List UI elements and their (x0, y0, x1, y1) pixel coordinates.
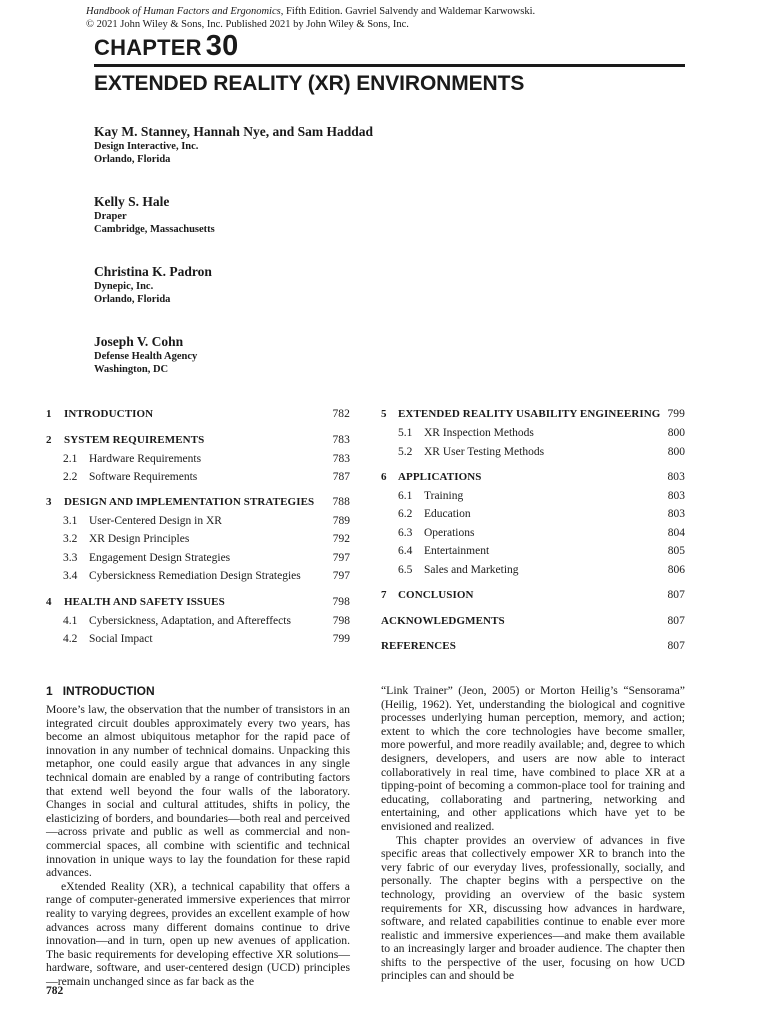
toc-title: DESIGN AND IMPLEMENTATION STRATEGIES (64, 496, 315, 508)
toc-page: 805 (667, 545, 685, 557)
toc-entry[interactable] (46, 494, 350, 510)
toc-page: 797 (332, 552, 350, 564)
author-location: Washington, DC (94, 364, 169, 375)
toc-number: 4.2 (63, 633, 78, 645)
toc-number: 1 (46, 408, 52, 420)
chapter-rule (94, 64, 685, 67)
author-location: Orlando, Florida (94, 294, 171, 305)
toc-entry[interactable] (63, 568, 350, 584)
toc-number: 5.2 (398, 446, 413, 458)
toc-entry[interactable] (381, 613, 685, 629)
toc-title: Engagement Design Strategies (89, 552, 231, 564)
toc-title: Social Impact (89, 633, 153, 645)
toc-entry[interactable] (398, 444, 685, 460)
section-heading (46, 684, 155, 698)
toc-number: 2.2 (63, 471, 78, 483)
toc-title: HEALTH AND SAFETY ISSUES (64, 596, 225, 608)
toc-entry[interactable] (63, 550, 350, 566)
toc-page: 799 (667, 408, 685, 420)
citation-rest: , Fifth Edition. Gavriel Salvendy and Waldemar Karwowski. (280, 6, 536, 17)
chapter-word: CHAPTER (94, 35, 202, 60)
toc-entry[interactable] (63, 613, 350, 629)
toc-title: Software Requirements (89, 471, 198, 483)
chapter-label (94, 30, 238, 63)
toc-title: Operations (424, 527, 475, 539)
toc-page: 788 (332, 496, 350, 508)
toc-title: CONCLUSION (398, 589, 474, 601)
toc-entry[interactable] (398, 525, 685, 541)
author-names: Kelly S. Hale (94, 194, 170, 209)
author-block (94, 263, 212, 306)
toc-entry[interactable] (398, 425, 685, 441)
author-org: Dynepic, Inc. (94, 281, 154, 292)
toc-page: 803 (667, 508, 685, 520)
toc-number: 6.3 (398, 527, 413, 539)
chapter-number: 30 (205, 30, 239, 62)
citation (86, 5, 535, 31)
toc-number: 2 (46, 434, 52, 446)
toc-entry[interactable] (381, 406, 685, 422)
toc-title: Training (424, 490, 464, 502)
toc-title: EXTENDED REALITY USABILITY ENGINEERING (398, 408, 661, 420)
toc-page: 807 (667, 640, 685, 652)
toc-page: 783 (332, 453, 350, 465)
toc-page: 787 (332, 471, 350, 483)
toc-page: 798 (332, 615, 350, 627)
toc-page: 803 (667, 490, 685, 502)
toc-entry[interactable] (63, 513, 350, 529)
toc-entry[interactable] (46, 406, 350, 422)
toc-page: 798 (332, 596, 350, 608)
paragraph: eXtended Reality (XR), a technical capability that offers a range of computer-generated immersive experiences that mirror reality to varying degrees, provides an excellent example of how advances across many different domains continue to drive innovation—and in turn, open up new avenues of application. The basic requirements for developing effective XR solutions—hardware, software, and user-centered design (UCD) principles—remain unchanged since as far back as the (46, 879, 350, 988)
paragraph: This chapter provides an overview of advances in five specific areas that collectively empower XR to branch into the very fabric of our everyday lives, professionally, socially, and personally. The chapter begins with a perspective on the technology, providing an overview of the basic system requirements for XR, discussing how advances in hardware, software, and related capabilities continue to enable ever more realistic and immersive experiences—and make them available to an increasingly larger and broader audience. The chapter then shifts to the perspective of the user, focusing on how UCD principles can and should be (381, 833, 685, 983)
toc-entry[interactable] (398, 562, 685, 578)
toc-page: 792 (332, 533, 350, 545)
toc-number: 5 (381, 408, 387, 420)
author-org: Design Interactive, Inc. (94, 141, 199, 152)
toc-number: 6.1 (398, 490, 413, 502)
toc-page: 799 (332, 633, 350, 645)
toc-entry[interactable] (381, 638, 685, 654)
toc-page: 800 (667, 446, 685, 458)
toc-title: ACKNOWLEDGMENTS (381, 615, 505, 627)
toc-number: 3.1 (63, 515, 78, 527)
toc-number: 3.3 (63, 552, 78, 564)
toc-entry[interactable] (46, 432, 350, 448)
toc-page: 782 (332, 408, 350, 420)
author-org: Defense Health Agency (94, 351, 198, 362)
author-location: Orlando, Florida (94, 154, 171, 165)
toc-entry[interactable] (63, 631, 350, 647)
toc-page: 783 (332, 434, 350, 446)
copyright-line: © 2021 John Wiley & Sons, Inc. Published 2021 by John Wiley & Sons, Inc. (86, 19, 409, 30)
toc-number: 4.1 (63, 615, 78, 627)
section-number: 1 (46, 684, 53, 698)
toc-title: REFERENCES (381, 640, 456, 652)
toc-entry[interactable] (63, 451, 350, 467)
toc-entry[interactable] (398, 488, 685, 504)
toc-page: 797 (332, 570, 350, 582)
toc-title: Education (424, 508, 471, 520)
toc-title: Sales and Marketing (424, 564, 519, 576)
toc-page: 804 (667, 527, 685, 539)
toc-entry[interactable] (381, 469, 685, 485)
body-column-left (46, 703, 350, 988)
section-title: INTRODUCTION (62, 684, 155, 698)
body-column-right (381, 684, 685, 983)
paragraph: Moore’s law, the observation that the number of transistors in an integrated circuit doubles approximately every two years, has become an almost ubiquitous metaphor for the rapid pace of innovation in any number of technical domains. Unpacking this metaphor, one could easily argue that advances in any single technical domain are enabled by a range of contributing factors that extend well beyond the four walls of the laboratory. Changes in social and cultural attitudes, shifts in policy, the elasticizing of borders, and boundaries—both real and perceived—across private and public as well as commercial and non-commercial spaces, all combine with scientific and technical innovation in unique ways to lay the foundation for these rapid advances. (46, 703, 350, 880)
author-org: Draper (94, 211, 127, 222)
toc-title: INTRODUCTION (64, 408, 154, 420)
toc-number: 3.2 (63, 533, 78, 545)
toc-number: 4 (46, 596, 52, 608)
author-names: Kay M. Stanney, Hannah Nye, and Sam Haddad (94, 124, 374, 139)
toc-number: 3 (46, 496, 52, 508)
toc-entry[interactable] (398, 506, 685, 522)
toc-left (46, 406, 350, 656)
author-location: Cambridge, Massachusetts (94, 224, 215, 235)
toc-page: 806 (667, 564, 685, 576)
toc-page: 789 (332, 515, 350, 527)
page-number: 782 (46, 985, 64, 997)
toc-title: XR Inspection Methods (424, 427, 534, 439)
toc-title: User-Centered Design in XR (89, 515, 222, 527)
toc-entry[interactable] (63, 469, 350, 485)
author-block (94, 123, 373, 166)
toc-number: 6.4 (398, 545, 413, 557)
toc-page: 800 (667, 427, 685, 439)
toc-number: 3.4 (63, 570, 78, 582)
toc-title: XR Design Principles (89, 533, 190, 545)
paragraph: “Link Trainer” (Jeon, 2005) or Morton Heilig’s “Sensorama” (Heilig, 1962). Yet, understanding the biological and cognitive processes underlying human perception, memory, and action; extent to which the core technologies have become smaller, more powerful, and more readily available; and, degree to which designers, developers, and users are now able to interact collaboratively in real time, have combined to place XR at a tipping-point of becoming a common-place tool for training and educating, collaborating and partnering, networking and entertaining, and other applications which have yet to be envisioned and realized. (381, 684, 685, 833)
toc-entry[interactable] (381, 587, 685, 603)
toc-number: 2.1 (63, 453, 78, 465)
toc-page: 807 (667, 615, 685, 627)
toc-title: Cybersickness, Adaptation, and Aftereffects (89, 615, 291, 627)
author-names: Christina K. Padron (94, 264, 212, 279)
toc-title: Entertainment (424, 545, 490, 557)
toc-number: 6.5 (398, 564, 413, 576)
toc-number: 7 (381, 589, 387, 601)
toc-right (381, 406, 685, 656)
toc-title: SYSTEM REQUIREMENTS (64, 434, 205, 446)
chapter-title: EXTENDED REALITY (XR) ENVIRONMENTS (94, 72, 525, 95)
toc-entry[interactable] (46, 594, 350, 610)
toc-title: XR User Testing Methods (424, 446, 545, 458)
toc-title: Cybersickness Remediation Design Strategies (89, 570, 301, 582)
author-names: Joseph V. Cohn (94, 334, 184, 349)
toc-entry[interactable] (63, 531, 350, 547)
toc-number: 5.1 (398, 427, 413, 439)
toc-number: 6.2 (398, 508, 413, 520)
toc-title: APPLICATIONS (398, 471, 482, 483)
book-title: Handbook of Human Factors and Ergonomics (86, 6, 281, 17)
toc-title: Hardware Requirements (89, 453, 202, 465)
toc-entry[interactable] (398, 543, 685, 559)
toc-number: 6 (381, 471, 387, 483)
author-block (94, 333, 197, 376)
author-block (94, 193, 215, 236)
toc-page: 803 (667, 471, 685, 483)
toc-page: 807 (667, 589, 685, 601)
